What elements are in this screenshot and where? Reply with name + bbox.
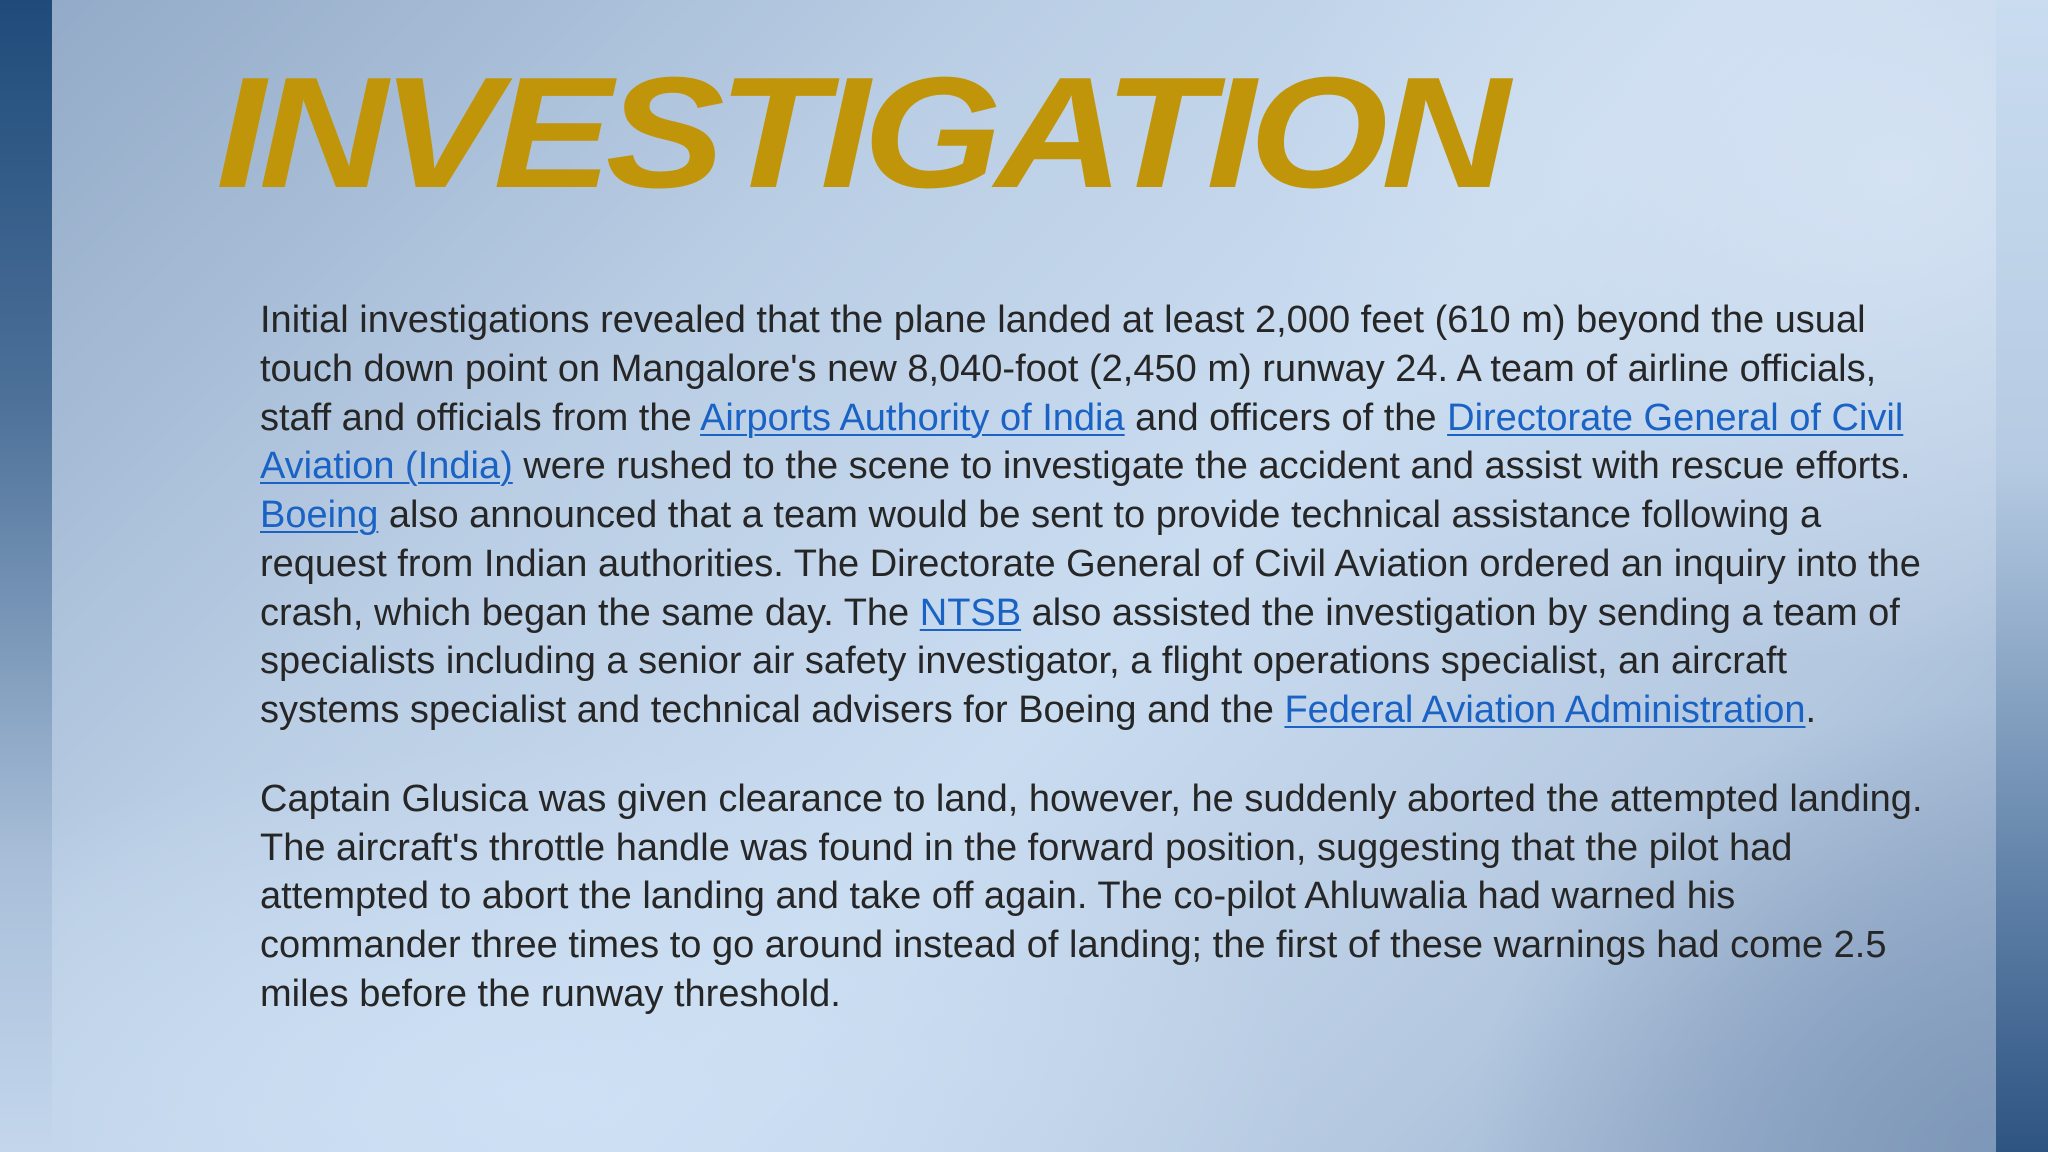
left-edge-band — [0, 0, 52, 1152]
slide-body — [260, 296, 1932, 1019]
slide — [52, 0, 1996, 1152]
link-directorate-general-of-civil-aviation[interactable]: Directorate General of Civil Aviation (India) — [260, 396, 1904, 488]
paragraph-text: Initial investigations revealed that the plane landed at least 2,000 feet (610 m) beyond the usual touch down point on Mangalore's new 8,040-foot (2,450 m) runway 24. A team of airline officials, staff and officials from the — [260, 299, 1877, 439]
paragraph-text: and officers of the — [1124, 396, 1448, 439]
paragraph-text: were rushed to the scene to investigate the accident and assist with rescue efforts. — [512, 445, 1911, 488]
paragraph-text: also announced that a team would be sent to provide technical assistance following a request from Indian authorities. The Directorate General of Civil Aviation ordered an inquiry into the crash, which began the same day. The — [260, 494, 1921, 634]
paragraph-text: . — [1805, 689, 1817, 731]
paragraph-investigation — [260, 296, 1932, 735]
link-boeing[interactable]: Boeing — [260, 494, 379, 536]
paragraph-text: also assisted the investigation by sending a team of specialists including a senior air safety investigator, a flight operations specialist, an aircraft systems specialist and technical advisers for Boeing and the — [260, 591, 1900, 731]
link-federal-aviation-administration[interactable]: Federal Aviation Administration — [1284, 689, 1806, 731]
paragraph-landing: Captain Glusica was given clearance to land, however, he suddenly aborted the attempted landing. The aircraft's throttle handle was found in the forward position, suggesting that the pilot had attempted to abort the landing and take off again. The co-pilot Ahluwalia had warned his commander three times to go around instead of landing; the first of these warnings had come 2.5 miles before the runway threshold. — [260, 777, 1923, 1015]
slide-title: INVESTIGATION — [216, 45, 1504, 221]
link-airports-authority-of-india[interactable]: Airports Authority of India — [700, 396, 1125, 439]
right-edge-band — [1996, 0, 2048, 1152]
link-ntsb[interactable]: NTSB — [919, 591, 1022, 634]
